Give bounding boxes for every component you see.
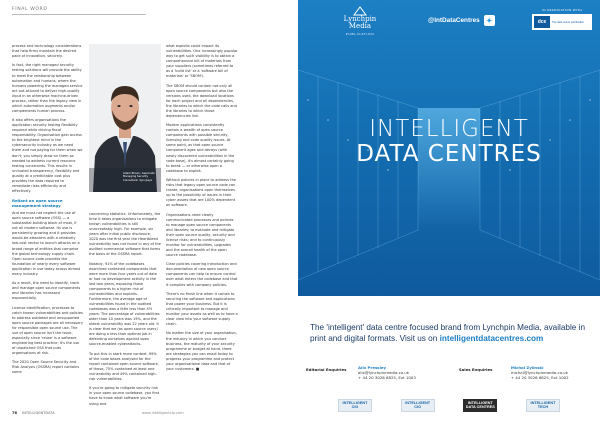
editorial-enquiries — [306, 366, 416, 386]
portrait-image — [89, 44, 161, 192]
paragraph: In fact, the right managed security testing solutions will provide the ability to meet the relationship between automation and humans, where the humans powering the managed service act out-of-band to deliver high-quality input in an otherwise machine-driven process, rather than the legacy view in which automation augments and/or complements human process. — [12, 63, 83, 113]
publisher-name: Lynchpin Media — [343, 15, 377, 30]
brand-logo-box: INTELLIGENT CIO — [338, 399, 372, 412]
handle-text: @IntDataCentres — [428, 17, 480, 24]
brand-logo — [526, 399, 560, 412]
twitter-handle[interactable] — [428, 14, 522, 27]
brand-logo-box: INTELLIGENT TECH — [526, 399, 560, 412]
paragraph: And we must not neglect the use of open source software (OSS) — a substantial building block of most, if not all modern software. Its use is persistently growing and it provides would-be attackers with a relatively low-cost vector to launch attacks on a broad range of entities that comprise the global technology supply chain. Open source code provides the foundation of nearly every software application in use today across almost every industry. — [12, 211, 81, 276]
editorial-contact — [358, 366, 416, 386]
brand-logo-strip — [338, 394, 560, 416]
paragraph: process and technology considerations that help firms maintain the desired pace of innovation, securely. — [12, 44, 82, 59]
enquiry-contacts — [306, 366, 594, 386]
brand-logo — [463, 399, 497, 412]
brand-logo — [401, 399, 435, 412]
paragraph: No matter the size of your organisation, the industry in which you conduct business, the maturity of your security programme or budget at hand, there are strategies you can enact today to progress your programme and protect your organisational data and that of your customers. ■ — [166, 331, 237, 371]
page-number: 76 — [12, 411, 18, 415]
partner-badge — [532, 8, 592, 35]
editorial-phone: + 44 20 3026 6825, Ext 1003 — [358, 374, 416, 380]
sales-label: Sales Enquiries — [458, 366, 493, 372]
sales-name: Michal Zylinski — [510, 365, 544, 370]
paragraph: If you're going to mitigate security risk in your open source codebase, you first have to know what software you're using and — [89, 386, 160, 406]
paragraph: There's no finish line when it comes to securing the software and applications that power your business. But it is critically important to manage and monitor your assets as well as to have a clear view into your software supply chain. — [166, 291, 238, 327]
page-footer — [12, 411, 55, 415]
brand-logo — [338, 399, 372, 412]
paragraph: The 2020 Open Source Security and Risk Analysis (OSSRA) report contains some — [12, 360, 80, 375]
dce-mark: dce — [534, 16, 550, 28]
paragraph: To put this in stark more context, 99% of the code bases analysed for the report contained open source software, of those, 75% contained at least one vulnerability and 49% contained high-risk vulnerabilities. — [89, 351, 159, 382]
article-column-2 — [89, 212, 161, 411]
ad-title-line2: DATA CENTRES — [356, 141, 542, 167]
author-photo — [89, 44, 161, 192]
tagline-text: The 'intelligent' data centre focused brand from Lynchpin Media, available in print and digital formats. Visit us on — [310, 323, 585, 343]
article-column-3 — [166, 44, 238, 376]
paragraph: what exploits could impact its vulnerabilities. One increasingly popular way to get such visibility is to obtain a comprehensive bill of materials from your suppliers (sometimes referred to as a 'build list' or a 'software bill of materials' or 'SBOM'). — [166, 44, 238, 79]
sales-enquiries — [459, 366, 569, 386]
dce-logo — [532, 14, 592, 30]
paragraph: Modern applications consistently contain a wealth of open source components with possible security, licensing and code quality issues. At some point, as that open source component ages and decays (with newly discovered vulnerabilities in the code base), it's almost certainly going to break — or otherwise open a codebase to exploit. — [166, 123, 235, 173]
dce-text: The data centre certification — [552, 20, 585, 24]
paragraph: License identification, processes to catch known vulnerabilities and policies to address outdated and unsupported open source packages are all necessary for responsible open source use. The use of open source isn't the issue, especially since 'reuse' is a software engineering best practice; it's the use of unpatched OSS that puts organisations at risk. — [12, 305, 83, 356]
partner-label: IN ASSOCIATION WITH — [541, 8, 583, 12]
subheading: Reliant on open source management strategy — [12, 198, 63, 209]
sales-phone: + 44 20 3026 6825, Ext 1002 — [510, 374, 569, 380]
magazine-name: INTELLIGENTDATA — [22, 411, 55, 415]
footer-url[interactable]: www.intelligentcio.com — [142, 411, 184, 415]
article-page — [0, 0, 298, 424]
editorial-email[interactable]: alix@lynchpinmedia.co.uk — [358, 369, 409, 375]
ad-title-line1: INTELLIGENT — [369, 116, 529, 142]
paragraph: It also offers organisations the application security testing flexibility required while driving fiscal responsibility. Organisation gain access to the brightest mind in the cybersecurity industry as we need them and not paying for them when we don't; you simply draw on them as needed to address current resource testing constraints. This results in unrivaled transparency, flexibility and quality at a predictable cost plus provides the data required to remediate risks efficiently and effectively. — [12, 118, 83, 193]
paragraph: The SBOM should contain not only all open source components but also the versions used, the download locations for each project and all dependencies, the libraries to which the code calls and the libraries to which those dependencies link. — [166, 83, 237, 118]
advert-page — [298, 0, 600, 424]
section-divider — [12, 14, 146, 15]
sales-email[interactable]: michal@lynchpinmedia.co.uk — [510, 369, 568, 375]
sales-contact — [511, 366, 569, 386]
editorial-label: Editorial Enquiries — [306, 366, 347, 372]
twitter-icon: ✦ — [484, 15, 495, 26]
publisher-sub: PUBLICATION — [345, 32, 375, 36]
website-link[interactable]: intelligentdatacentres.com — [439, 334, 544, 343]
paragraph: Without policies in place to address the risks that legacy open source code can create, organisations open themselves up to the possibility of issues in their cyber assets that are 100% dependent on software. — [166, 178, 237, 208]
article-column-1 — [12, 44, 83, 380]
paragraph: Notably, 91% of the codebases examined contained components that were more than four years out of date or had no development activity in the last two years, exposing those components to a higher risk of vulnerabilities and exploits. Furthermore, the average age of vulnerabilities found in the audited codebases was a little less than 4½ years. The percentage of vulnerabilities older than 10 years was 19%, and the oldest vulnerability was 22 years old. It is clear that we (as open source users) are doing a less than optimal job in defending ourselves against open source-enabled cyberattacks. — [89, 261, 160, 347]
photo-caption: Adam Brown, Associate Managing Security Consultant, Synopsys — [123, 171, 155, 182]
brand-logo-box: INTELLIGENT CIO — [401, 399, 435, 412]
advert-tagline — [310, 322, 590, 344]
paragraph: concerning statistics. Unfortunately, the time it takes organisations to mitigate known vulnerabilities is still unacceptably high. For example, six years after initial public disclosure, 2020 was the first year the Heartbleed vulnerability was not found in any of the audited commercial software that forms the basis of the OSSRA report. — [89, 212, 161, 257]
section-label: FINAL WORD — [12, 7, 48, 12]
paragraph: Clear policies covering introduction and documentation of new open source components can help to ensure control over what enters the codebase and that it complies with company policies. — [166, 262, 238, 287]
editorial-name: Alix Pressley — [358, 365, 387, 370]
paragraph: Organisations need clearly communicated processes and policies to manage open source components and libraries; to evaluate and mitigate their open source quality, security and license risks; and to continuously monitor for vulnerabilities, upgrades and the overall health of the open source codebase. — [166, 212, 235, 257]
publisher-logo — [332, 6, 388, 36]
brand-logo-box: INTELLIGENT DATA CENTRES — [463, 399, 497, 412]
paragraph: As a result, the need to identify, track and manage open source components and libraries has increased exponentially. — [12, 281, 81, 301]
